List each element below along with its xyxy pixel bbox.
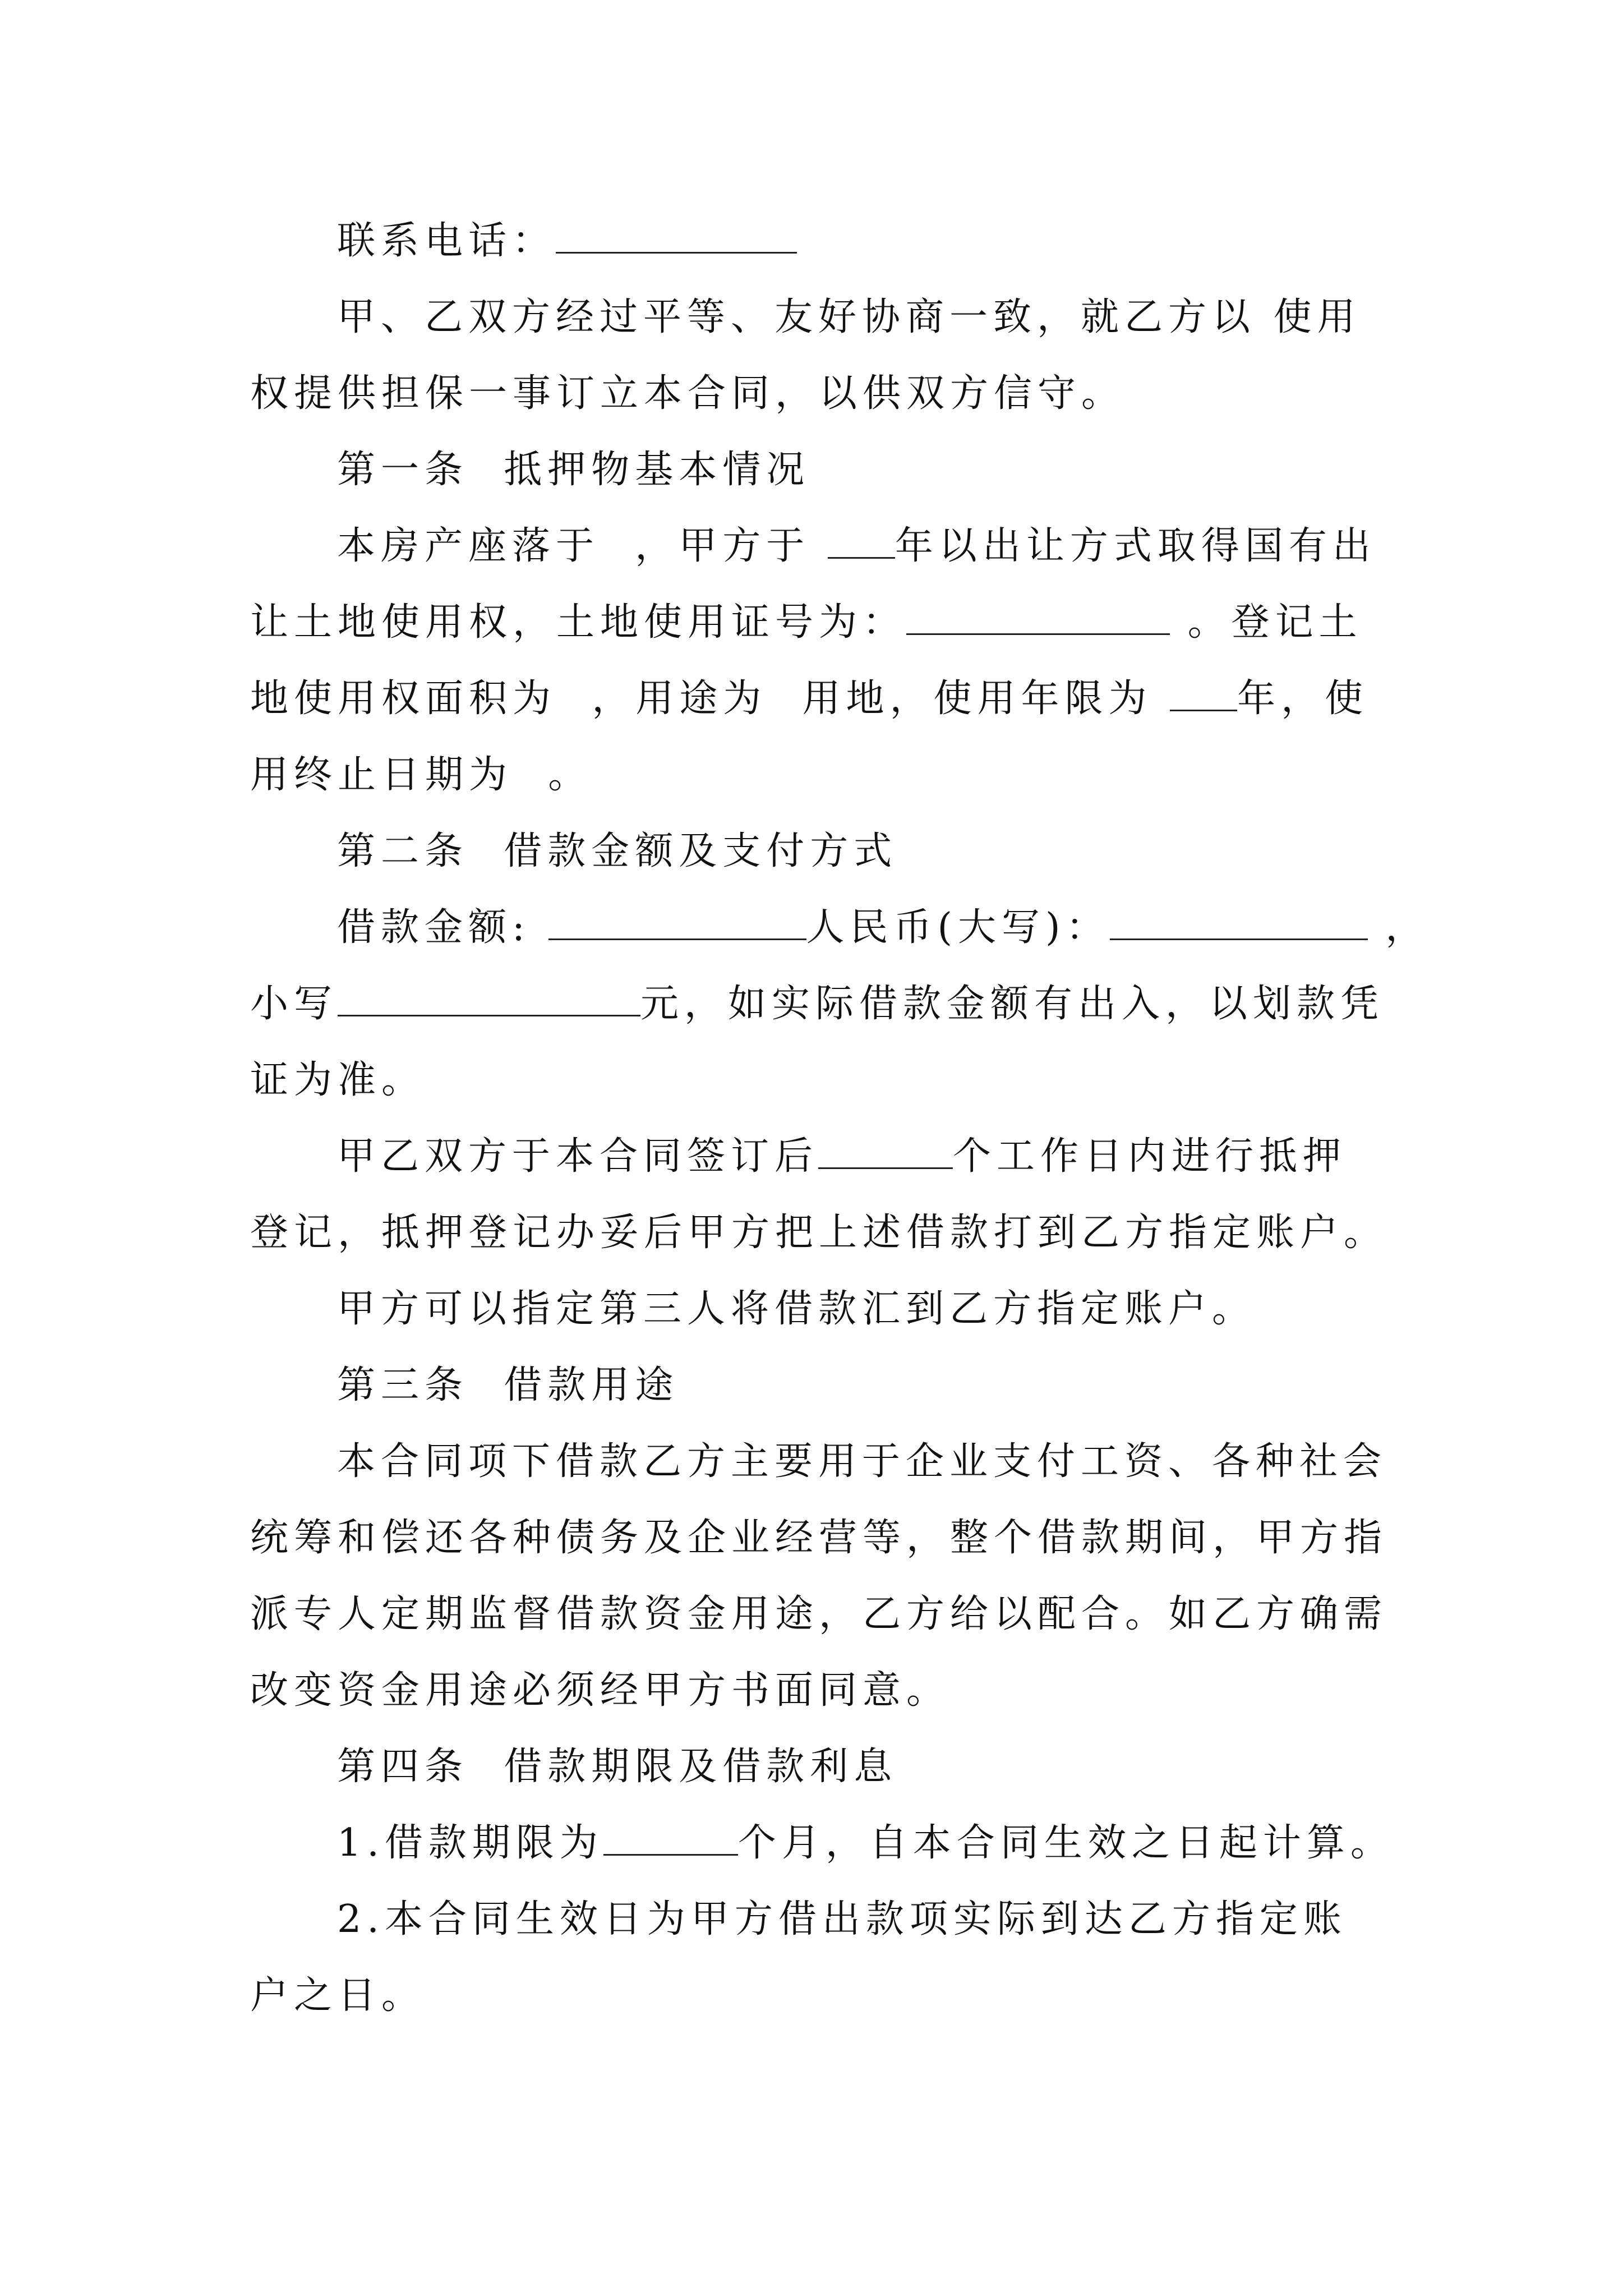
capital-amount-blank [1110,904,1368,940]
text: 年，使 [1237,677,1369,721]
paragraph-line [337,1130,1347,1184]
paragraph-line [337,519,1376,573]
text: 用终止日期为 。 [250,753,592,797]
text: 甲方可以指定第三人将借款汇到乙方指定账户。 [337,1287,1256,1331]
text: 年以出让方式取得国有出 [895,524,1376,568]
text: 登记，抵押登记办妥后甲方把上述借款打到乙方指定账户。 [250,1211,1388,1255]
contact-phone-label: 联系电话： [337,219,556,263]
paragraph-line [250,367,1125,421]
paragraph-line [337,1435,1387,1489]
paragraph-line [250,596,1363,650]
text: 甲乙双方于本合同签订后 [337,1134,819,1179]
contact-phone-blank [556,217,797,254]
paragraph-line [250,1206,1387,1260]
paragraph-line [250,1053,425,1107]
use-term-blank [1170,675,1237,711]
text: ， [1367,905,1430,950]
paragraph-line [337,1282,1256,1336]
paragraph-line [250,1969,425,2023]
paragraph-line [250,977,1384,1031]
text: 甲、乙双方经过平等、友好协商一致，就乙方以 使用 [337,295,1361,339]
text: 第一条 抵押物基本情况 [337,448,810,492]
text: 第四条 借款期限及借款利息 [337,1745,898,1789]
text: 权提供担保一事订立本合同，以供双方信守。 [250,371,1126,416]
text: 让土地使用权，土地使用证号为： [250,600,907,645]
paragraph-line [250,1511,1387,1565]
land-certificate-blank [906,599,1170,635]
text: 人民币(大写)： [806,905,1110,950]
paragraph-line [250,1664,950,1718]
text: 第二条 借款金额及支付方式 [337,829,898,873]
article-2-heading [337,825,897,878]
text: 。登记土 [1170,600,1363,645]
text: 统筹和偿还各种债务及企业经营等，整个借款期间，甲方指 [250,1516,1388,1560]
text: 小写 [250,982,338,1026]
loan-months-blank [603,1819,738,1856]
year-blank [828,522,895,559]
text: 本房产座落于 ，甲方于 [337,524,828,568]
text: 第三条 借款用途 [337,1363,679,1407]
paragraph-line [250,1588,1387,1641]
loan-amount-line [337,901,1429,955]
text: 借款金额: [337,905,548,950]
workdays-blank [818,1133,953,1169]
loan-amount-blank [548,904,806,940]
text: 户之日。 [250,1973,426,2018]
text: 2.本合同生效日为甲方借出款项实际到达乙方指定账 [337,1897,1347,1941]
article-1-heading [337,443,810,497]
paragraph-line [250,672,1368,726]
text: 证为准。 [250,1058,426,1102]
text: 派专人定期监督借款资金用途，乙方给以配合。如乙方确需 [250,1592,1388,1636]
text: 个月，自本合同生效之日起计算。 [737,1821,1394,1865]
paragraph-line [250,748,592,802]
contact-phone-line [337,214,797,268]
paragraph-line [337,1816,1394,1870]
paragraph-line [337,291,1361,344]
article-4-heading [337,1740,897,1794]
text: 1.借款期限为 [337,1821,603,1865]
article-3-heading [337,1359,679,1412]
text: 改变资金用途必须经甲方书面同意。 [250,1668,951,1713]
text: 地使用权面积为 ，用途为 用地，使用年限为 [250,677,1170,721]
numeric-amount-blank [338,980,640,1016]
text: 元，如实际借款金额有出入，以划款凭 [640,982,1385,1026]
text: 本合同项下借款乙方主要用于企业支付工资、各种社会 [337,1439,1387,1484]
text: 个工作日内进行抵押 [953,1134,1347,1179]
paragraph-line [337,1893,1347,1947]
